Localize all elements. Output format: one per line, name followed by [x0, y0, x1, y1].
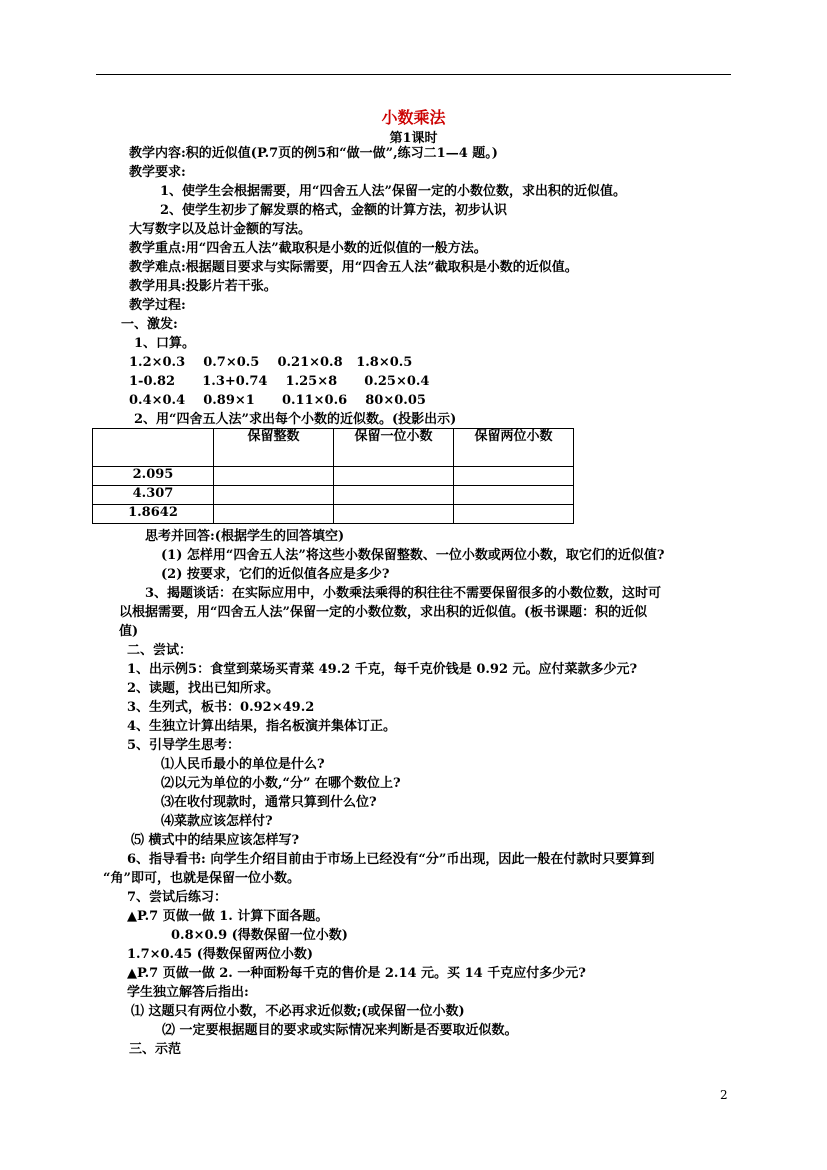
table-cell: 2.095 — [93, 467, 214, 486]
table-cell — [214, 505, 334, 524]
text-line: ▲P.7 页做一做 1. 计算下面各题。 — [127, 909, 329, 924]
text-line: 7、尝试后练习： — [127, 890, 228, 905]
text-line: 2、使学生初步了解发票的格式，金额的计算方法，初步认识 — [160, 203, 508, 218]
text-line: 2、用“四舍五人法”求出每个小数的近似数。(投影出示) — [134, 412, 457, 427]
text-line: 0.8×0.9 (得数保留一位小数) — [171, 928, 348, 943]
table-cell — [214, 486, 334, 505]
text-line: ⑵ 一定要根据题目的要求或实际情况来判断是否要取近似数。 — [162, 1023, 518, 1038]
table-header-cell: 保留两位小数 — [454, 429, 574, 467]
text-line: 3、揭题谈话：在实际应用中，小数乘法乘得的积往往不需要保留很多的小数位数，这时可 — [145, 586, 662, 601]
text-line: ⑴ 这题只有两位小数，不必再求近似数;(或保留一位小数) — [131, 1004, 465, 1019]
text-line: 1.2×0.3 0.7×0.5 0.21×0.8 1.8×0.5 — [129, 355, 413, 370]
text-line: 教学用具:投影片若干张。 — [129, 279, 277, 294]
text-line: 1、口算。 — [134, 336, 196, 351]
rounding-table — [92, 428, 574, 524]
text-line: 大写数字以及总计金额的写法。 — [129, 222, 312, 237]
table-cell — [334, 486, 454, 505]
text-line: 2、读题，找出已知所求。 — [127, 681, 280, 696]
text-line: 教学内容:积的近似值(P.7页的例5和“做一做”,练习二1—4 题。) — [129, 146, 498, 161]
text-line: ⑸ 横式中的结果应该怎样写? — [131, 833, 300, 848]
text-line: 1-0.82 1.3+0.74 1.25×8 0.25×0.4 — [129, 374, 430, 389]
text-line: ⑵以元为单位的小数,“分” 在哪个数位上? — [161, 776, 401, 791]
text-line: 以根据需要，用“四舍五人法”保留一定的小数位数，求出积的近似值。(板书课题：积的近似 — [119, 605, 648, 620]
table-header-cell: 保留一位小数 — [334, 429, 454, 467]
table-cell — [214, 467, 334, 486]
page-subtitle: 第1课时 — [389, 131, 438, 146]
text-line: ▲P.7 页做一做 2. 一种面粉每千克的售价是 2.14 元。买 14 千克应付多少元? — [127, 966, 586, 981]
table-cell — [334, 467, 454, 486]
table-cell: 1.8642 — [93, 505, 214, 524]
text-line: 1、使学生会根据需要，用“四舍五人法”保留一定的小数位数，求出积的近似值。 — [160, 184, 627, 199]
text-line: 教学难点:根据题目要求与实际需要，用“四舍五人法”截取积是小数的近似值。 — [129, 260, 578, 275]
text-line: 教学要求: — [129, 165, 186, 180]
text-line: 值) — [119, 624, 139, 639]
table-row — [93, 467, 574, 486]
text-line: 教学重点:用“四舍五人法”截取积是小数的近似值的一般方法。 — [129, 241, 487, 256]
text-line: 二、尝试： — [127, 643, 193, 658]
text-line: 5、引导学生思考： — [127, 738, 241, 753]
text-line: 3、生列式，板书：0.92×49.2 — [127, 700, 315, 715]
table-cell — [334, 505, 454, 524]
text-line: 学生独立解答后指出: — [127, 985, 249, 1000]
text-line: 1、出示例5：食堂到菜场买青菜 49.2 千克，每千克价钱是 0.92 元。应付菜款多少元? — [127, 662, 638, 677]
text-line: ⑶在收付现款时，通常只算到什么位? — [161, 795, 377, 810]
table-cell — [454, 467, 574, 486]
header-rule — [96, 74, 731, 75]
text-line: ⑷菜款应该怎样付? — [161, 814, 273, 829]
table-cell — [454, 505, 574, 524]
text-line: 一、激发: — [121, 317, 178, 332]
text-line: 6、指导看书: 向学生介绍目前由于市场上已经没有“分”币出现，因此一般在付款时只要算到 — [127, 852, 655, 867]
text-line: (2) 按要求，它们的近似值各应是多少? — [161, 567, 390, 582]
table-cell: 4.307 — [93, 486, 214, 505]
text-line: 思考并回答:(根据学生的回答填空) — [145, 529, 345, 544]
text-line: ⑴人民币最小的单位是什么? — [161, 757, 325, 772]
table-header-cell — [93, 429, 214, 467]
text-line: “角”即可，也就是保留一位小数。 — [103, 871, 300, 886]
text-line: (1) 怎样用“四舍五人法”将这些小数保留整数、一位小数或两位小数，取它们的近似值? — [161, 548, 665, 563]
table-header-cell: 保留整数 — [214, 429, 334, 467]
table-row — [93, 505, 574, 524]
text-line: 4、生独立计算出结果，指名板演并集体订正。 — [127, 719, 397, 734]
table-cell — [454, 486, 574, 505]
text-line: 三、示范 — [129, 1042, 182, 1057]
text-line: 0.4×0.4 0.89×1 0.11×0.6 80×0.05 — [129, 393, 426, 408]
text-line: 1.7×0.45 (得数保留两位小数) — [127, 947, 313, 962]
page-number: 2 — [720, 1088, 728, 1102]
text-line: 教学过程: — [129, 298, 186, 313]
page-title: 小数乘法 — [381, 108, 446, 127]
table-header-row — [93, 429, 574, 467]
table-row — [93, 486, 574, 505]
